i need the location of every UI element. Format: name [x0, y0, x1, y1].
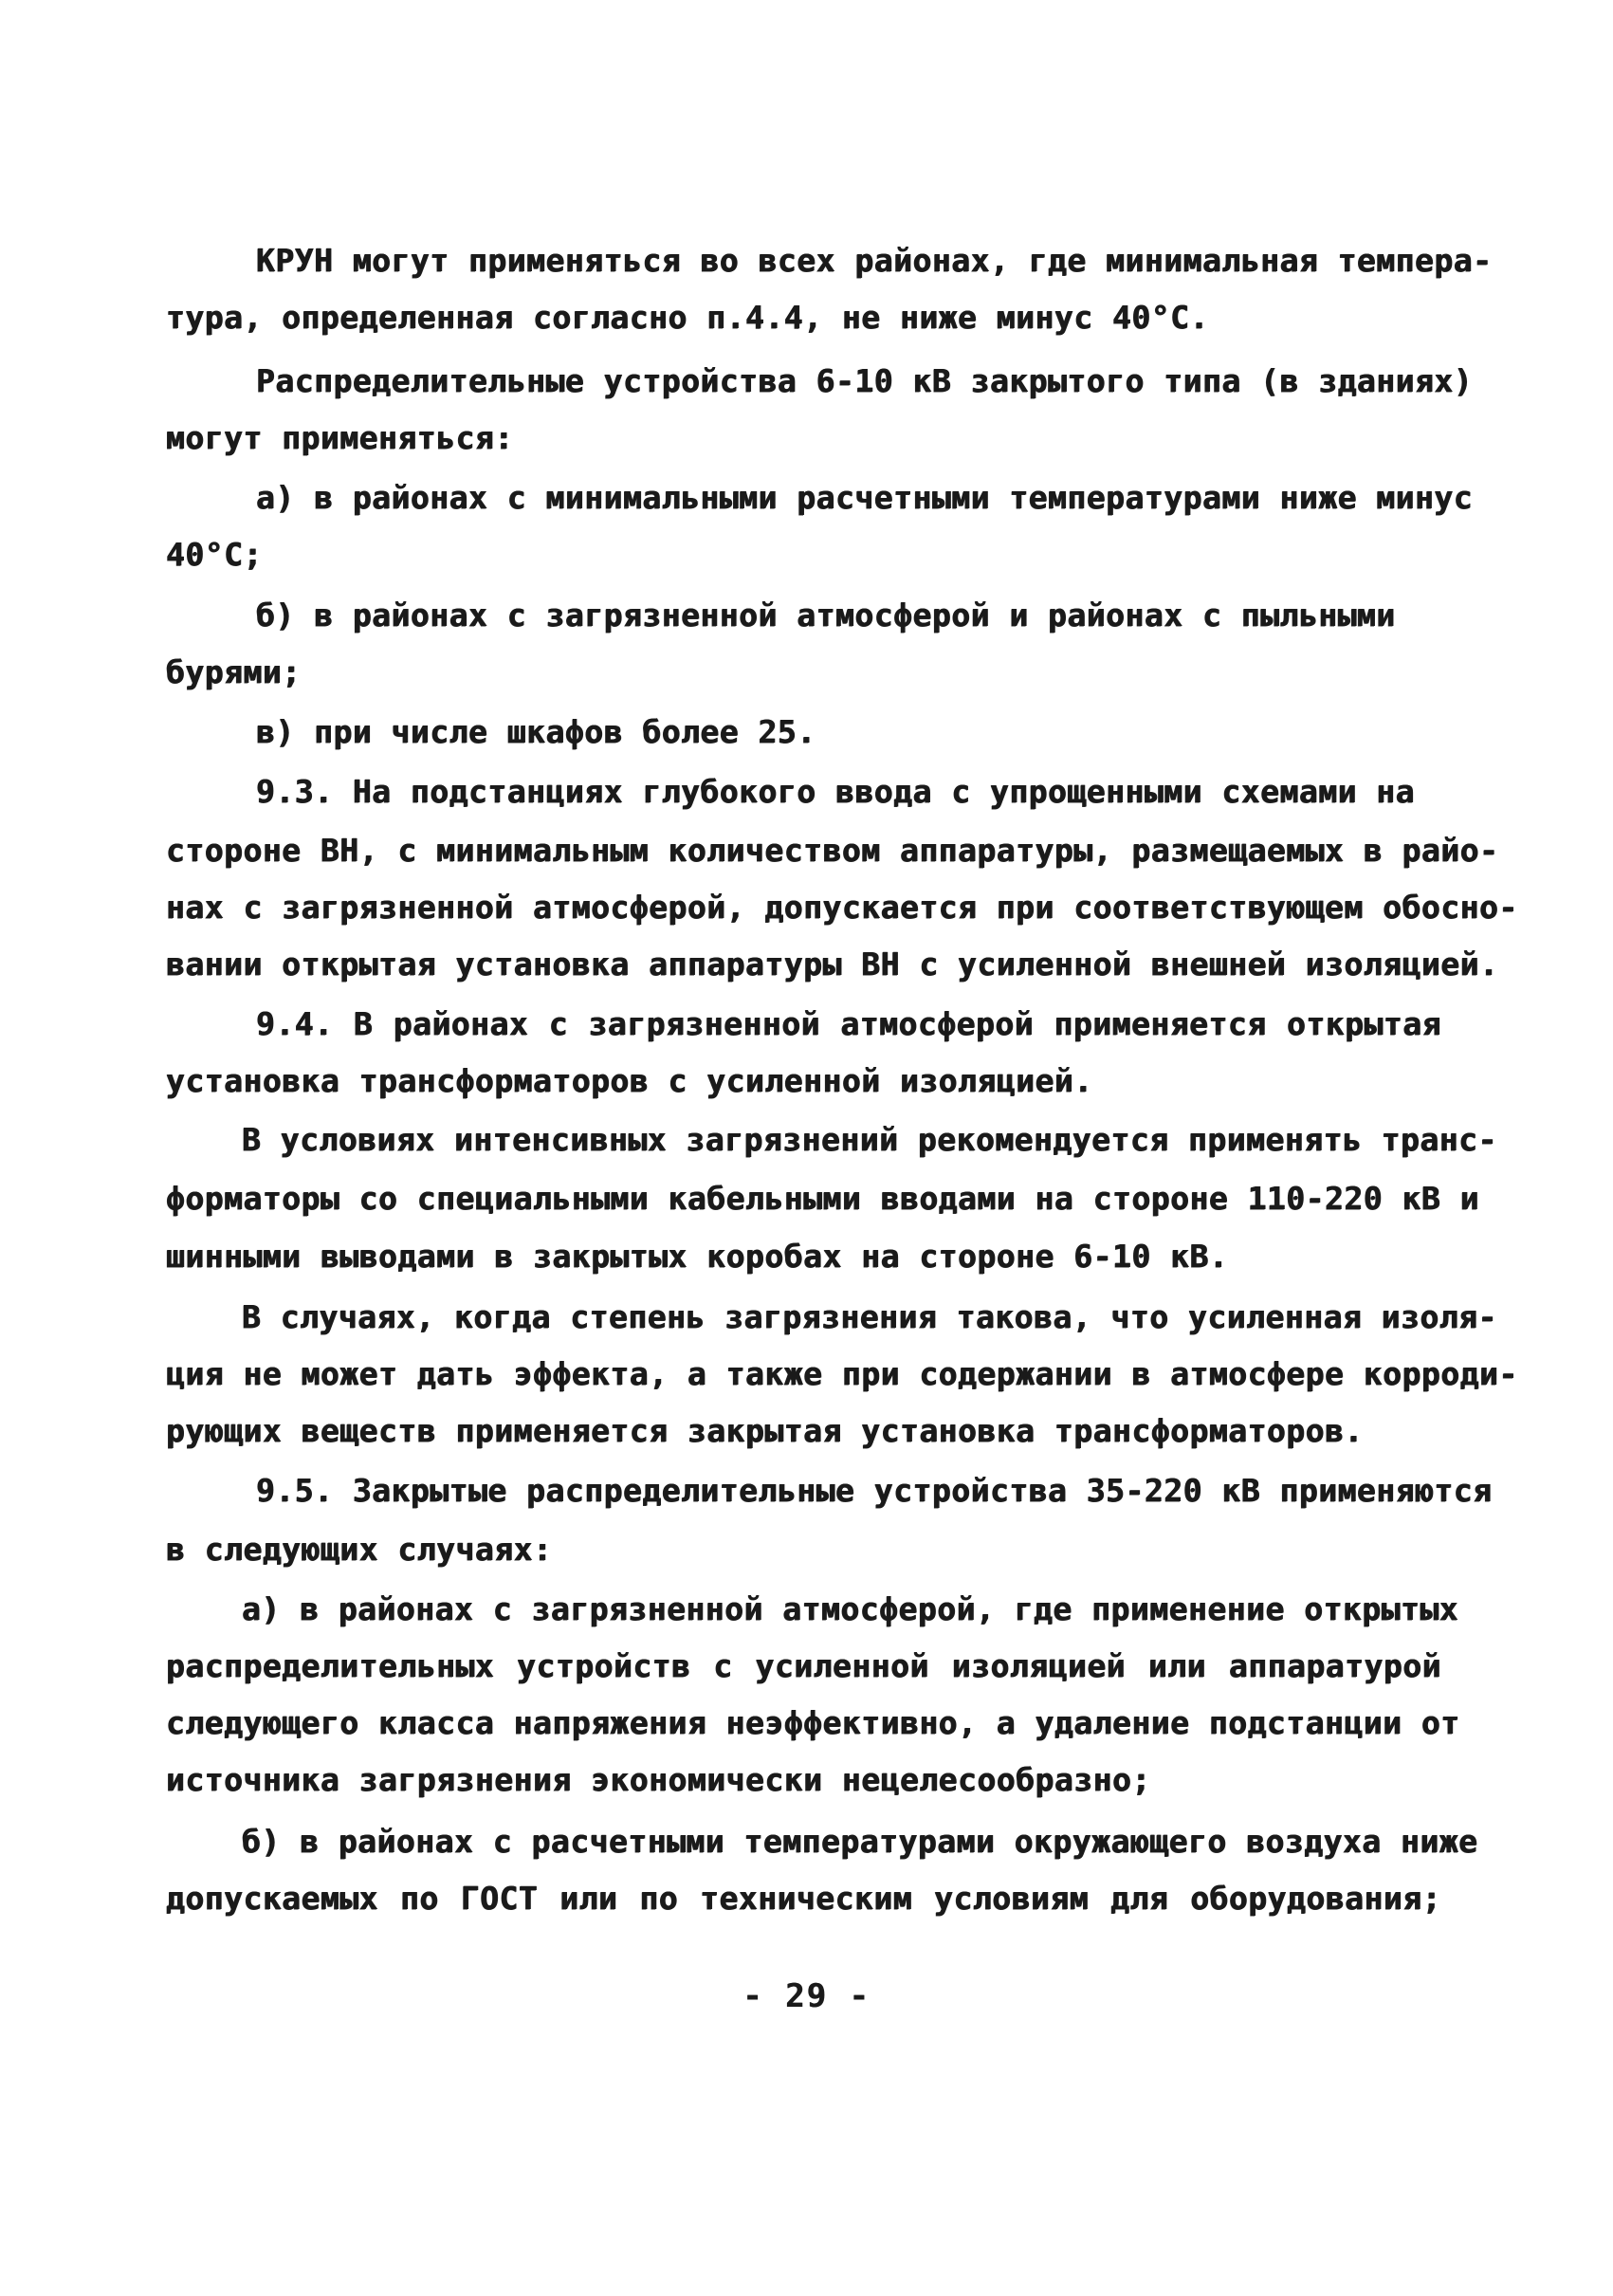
text-line: Распределительные устройства 6-10 кВ закрытого типа (в зданиях) [256, 362, 1474, 399]
text-line: следующего класса напряжения неэффективно, а удаление подстанции от [166, 1704, 1460, 1741]
text-line: стороне ВН, с минимальным количеством аппаратуры, размещаемых в райо- [166, 832, 1499, 869]
text-line: 9.4. В районах с загрязненной атмосферой применяется открытая [256, 1005, 1441, 1042]
text-line: нах с загрязненной атмосферой, допускается при соответствующем обосно- [166, 889, 1518, 926]
text-line: в) при числе шкафов более 25. [256, 713, 816, 750]
text-line: В условиях интенсивных загрязнений рекомендуется применять транс- [242, 1121, 1497, 1158]
page-number: - 29 - [742, 1977, 871, 2015]
text-line: вании открытая установка аппаратуры ВН с усиленной внешней изоляцией. [166, 946, 1499, 983]
text-line: б) в районах с загрязненной атмосферой и районах с пыльными [256, 597, 1396, 634]
text-line: б) в районах с расчетными температурами окружающего воздуха ниже [242, 1823, 1478, 1860]
text-line: источника загрязнения экономически нецелесообразно; [166, 1761, 1151, 1798]
text-line: тура, определенная согласно п.4.4, не ниже минус 40°С. [166, 299, 1209, 336]
text-line: КРУН могут применяться во всех районах, где минимальная темпера- [256, 242, 1493, 279]
text-line: рующих веществ применяется закрытая установка трансформаторов. [166, 1412, 1364, 1449]
text-line: могут применяться: [166, 419, 514, 456]
text-line: установка трансформаторов с усиленной изоляцией. [166, 1062, 1093, 1099]
text-line: в следующих случаях: [166, 1531, 553, 1568]
text-line: шинными выводами в закрытых коробах на стороне 6-10 кВ. [166, 1238, 1229, 1275]
text-line: распределительных устройств с усиленной изоляцией или аппаратурой [166, 1647, 1441, 1684]
text-line: бурями; [166, 653, 302, 690]
text-line: ция не может дать эффекта, а также при содержании в атмосфере корроди- [166, 1355, 1518, 1392]
text-line: допускаемых по ГОСТ или по техническим условиям для оборудования; [166, 1880, 1441, 1917]
text-line: а) в районах с загрязненной атмосферой, где применение открытых [242, 1590, 1459, 1627]
text-line: В случаях, когда степень загрязнения такова, что усиленная изоля- [242, 1298, 1497, 1335]
text-line: 40°С; [166, 536, 263, 573]
text-line: 9.5. Закрытые распределительные устройства 35-220 кВ применяются [256, 1472, 1493, 1509]
text-line: а) в районах с минимальными расчетными температурами ниже минус [256, 479, 1474, 516]
text-line: форматоры со специальными кабельными вводами на стороне 110-220 кВ и [166, 1180, 1480, 1217]
text-line: 9.3. На подстанциях глубокого ввода с упрощенными схемами на [256, 773, 1416, 810]
